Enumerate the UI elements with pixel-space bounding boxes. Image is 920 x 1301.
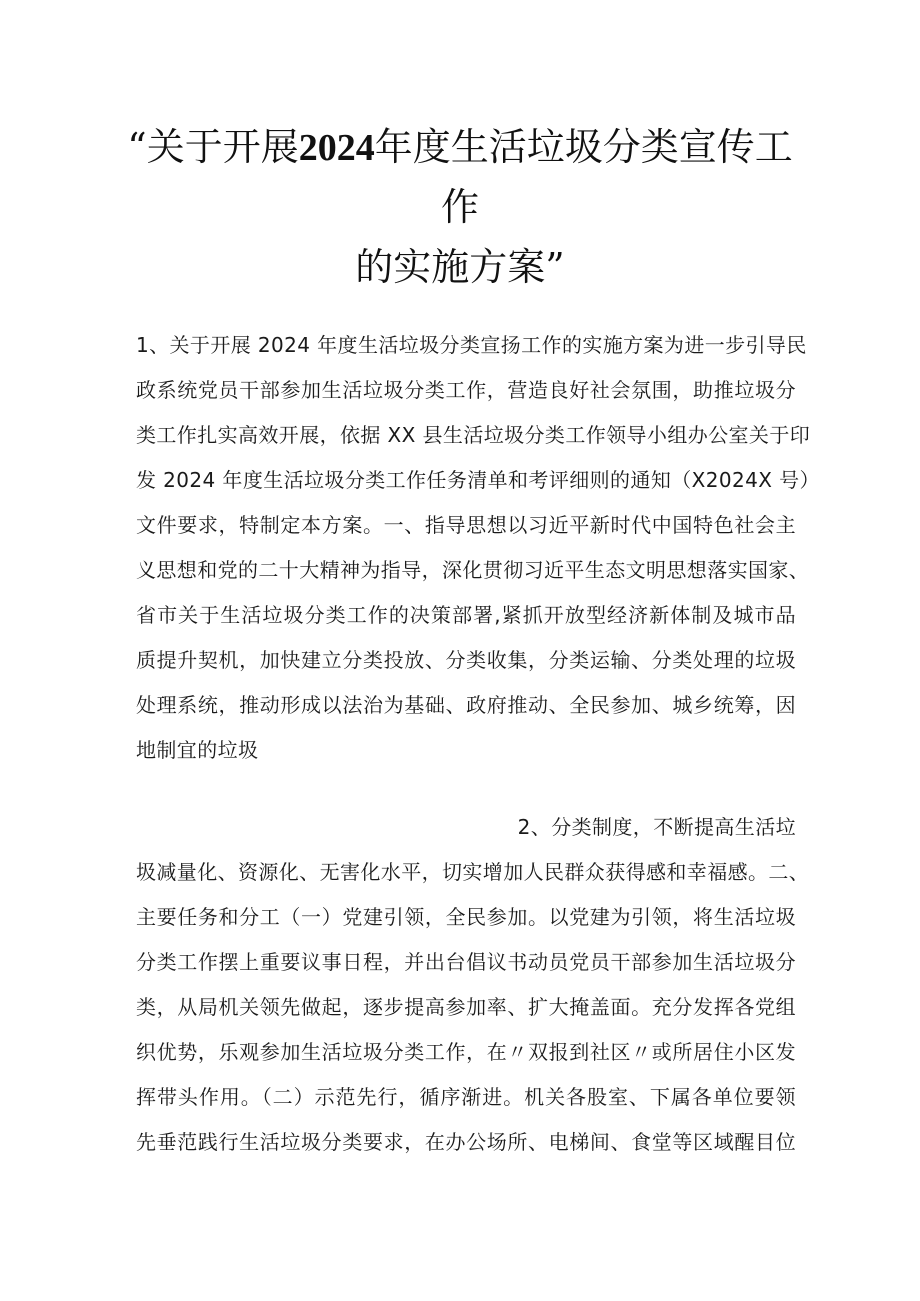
body-line-14: 分类工作摆上重要议事日程，并出台倡议书动员党员干部参加生活垃圾分 [136, 950, 796, 974]
body-line-5: 文件要求，特制定本方案。一、指导思想以习近平新时代中国特色社会主 [136, 513, 796, 537]
document-title-line-1 [0, 118, 920, 177]
body-line-2: 政系统党员干部参加生活垃圾分类工作，营造良好社会氛围，助推垃圾分 [136, 378, 796, 402]
body-line-15: 类，从局机关领先做起，逐步提高参加率、扩大掩盖面。充分发挥各党组 [136, 995, 796, 1019]
document-title-line-2: 作 [440, 185, 479, 229]
body-line-3: 类工作扎实高效开展，依据 XX 县生活垃圾分类工作领导小组办公室关于印 [136, 423, 811, 447]
document-title-line-3: 的实施方案” [355, 245, 565, 289]
title-year: 2024 [298, 127, 375, 169]
body-line-12: 圾减量化、资源化、无害化水平，切实增加人民群众获得感和幸福感。二、 [136, 860, 810, 884]
body-line-1: 1、关于开展 2024 年度生活垃圾分类宣扬工作的实施方案为进一步引导民 [136, 333, 807, 357]
body-line-10: 地制宜的垃圾 [136, 738, 259, 762]
body-line-7: 省市关于生活垃圾分类工作的决策部署,紧抓开放型经济新体制及城市品 [136, 603, 796, 627]
body-line-17: 挥带头作用。（二）示范先行，循序渐进。机关各股室、下属各单位要领 [136, 1085, 796, 1109]
body-line-9: 处理系统，推动形成以法治为基础、政府推动、全民参加、城乡统筹，因 [136, 693, 796, 717]
body-line-18: 先垂范践行生活垃圾分类要求，在办公场所、电梯间、食堂等区域醒目位 [136, 1130, 796, 1154]
body-line-8: 质提升契机，加快建立分类投放、分类收集，分类运输、分类处理的垃圾 [136, 648, 796, 672]
body-line-16: 织优势，乐观参加生活垃圾分类工作，在〃双报到社区〃或所居住小区发 [136, 1040, 796, 1064]
title-suffix: 年度生活垃圾分类宣传工 [374, 125, 793, 169]
body-line-11: 2、分类制度，不断提高生活垃 [517, 815, 796, 839]
title-prefix: “关于开展 [127, 125, 299, 169]
body-line-4: 发 2024 年度生活垃圾分类工作任务清单和考评细则的通知（X2024X 号） [136, 468, 820, 492]
body-line-6: 义思想和党的二十大精神为指导，深化贯彻习近平生态文明思想落实国家、 [136, 558, 810, 582]
body-line-13: 主要任务和分工（一）党建引领，全民参加。以党建为引领，将生活垃圾 [136, 905, 796, 929]
